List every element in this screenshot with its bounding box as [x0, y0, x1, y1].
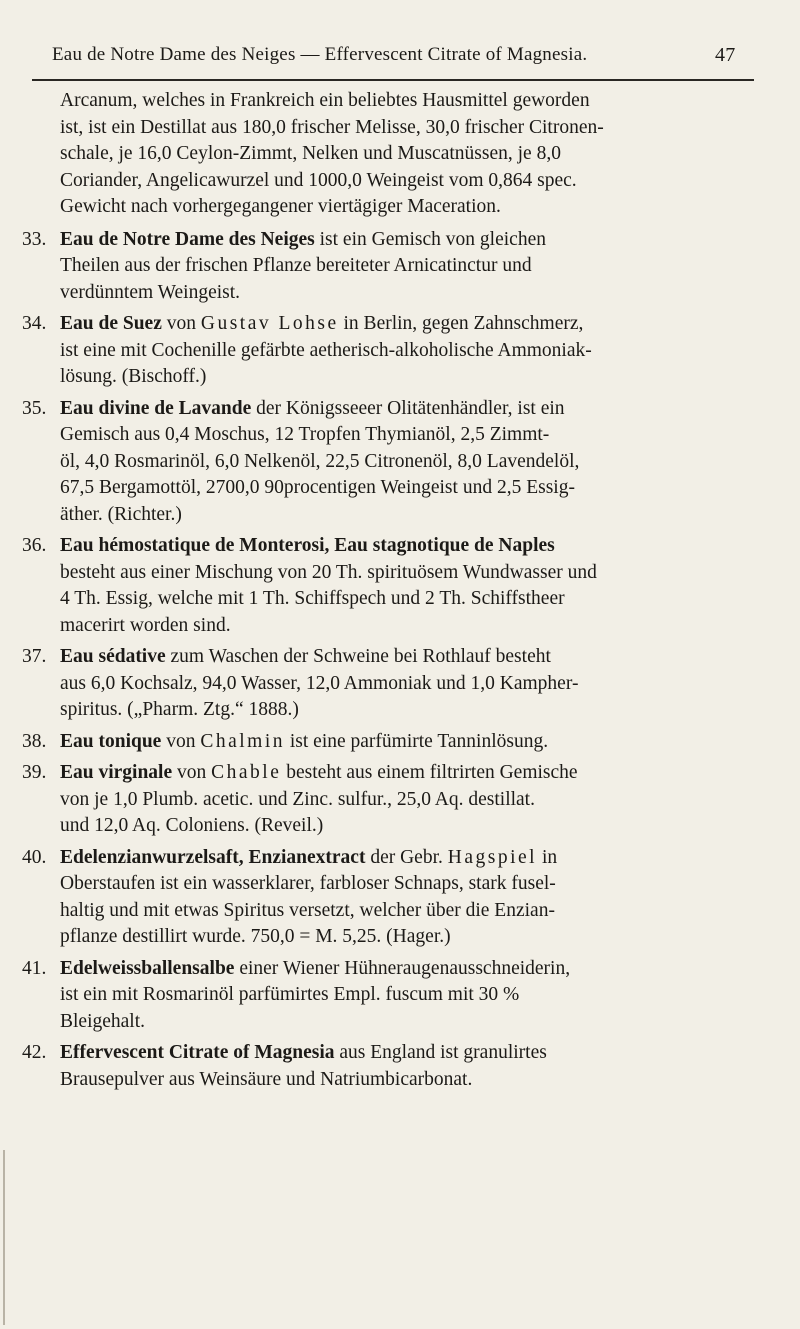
text-line: Oberstaufen ist ein wasserklarer, farbloser Schnaps, stark fusel- — [60, 873, 556, 894]
entry-number: 42. — [22, 1042, 47, 1063]
text-line: Arcanum, welches in Frankreich ein beliebtes Hausmittel geworden — [60, 90, 590, 111]
text-line: ist, ist ein Destillat aus 180,0 frischer Melisse, 30,0 frischer Citronen- — [60, 116, 604, 138]
intro-paragraph — [28, 88, 768, 221]
entry-35 — [22, 396, 768, 529]
entry-first-line — [60, 760, 768, 787]
entry-first-line — [60, 644, 768, 671]
entry-text: von — [172, 762, 212, 783]
text-line: Theilen aus der frischen Pflanze bereiteter Arnicatinctur und — [60, 255, 532, 276]
entry-title: Eau virginale — [60, 762, 173, 783]
entry-title: Effervescent Citrate of Magnesia — [60, 1042, 335, 1063]
entry-text: ist ein Gemisch von gleichen — [314, 228, 546, 250]
text-line: macerirt worden sind. — [60, 614, 231, 636]
entry-text: in Berlin, gegen Zahnschmerz, — [338, 313, 584, 334]
entry-text: von — [161, 313, 201, 334]
running-title: Eau de Notre Dame des Neiges — Effervescent Citrate of Magnesia. — [52, 44, 588, 65]
entry-text: zum Waschen der Schweine bei Rothlauf besteht — [165, 646, 551, 667]
entry-number: 35. — [22, 397, 47, 419]
entry-37 — [22, 644, 768, 724]
text-line: Brausepulver aus Weinsäure und Natriumbicarbonat. — [60, 1068, 473, 1090]
text-line: äther. (Richter.) — [60, 503, 182, 525]
text-line: spiritus. („Pharm. Ztg.“ 1888.) — [60, 699, 299, 720]
entry-text: ist eine parfümirte Tanninlösung. — [285, 730, 549, 752]
text-line: Gewicht nach vorhergegangener viertägiger Maceration. — [60, 196, 501, 217]
entry-text: besteht aus einem filtrirten Gemische — [281, 762, 578, 783]
person-name: Gustav Lohse — [200, 313, 339, 334]
entry-text: einer Wiener Hühneraugenausschneiderin, — [234, 957, 571, 979]
entry-title: Eau divine de Lavande — [60, 397, 252, 419]
text-line: pflanze destillirt wurde. 750,0 = M. 5,25. (Hager.) — [60, 926, 451, 947]
text-line: Coriander, Angelicawurzel und 1000,0 Weingeist vom 0,864 spec. — [60, 169, 577, 191]
text-line: aus 6,0 Kochsalz, 94,0 Wasser, 12,0 Ammoniak und 1,0 Kampher- — [60, 672, 579, 694]
person-name: Hagspiel — [447, 846, 538, 868]
text-line: verdünntem Weingeist. — [60, 281, 241, 303]
entry-number: 39. — [22, 762, 47, 783]
text-line: besteht aus einer Mischung von 20 Th. spirituösem Wundwasser und — [60, 561, 597, 583]
entry-39 — [22, 760, 768, 840]
text-line: Gemisch aus 0,4 Moschus, 12 Tropfen Thymianöl, 2,5 Zimmt- — [60, 424, 550, 445]
text-line: schale, je 16,0 Ceylon-Zimmt, Nelken und Muscatnüssen, je 8,0 — [60, 143, 561, 164]
entry-41 — [22, 956, 768, 1036]
text-line: 4 Th. Essig, welche mit 1 Th. Schiffspech und 2 Th. Schiffstheer — [60, 588, 565, 609]
entry-number: 37. — [22, 646, 47, 667]
text-line: 67,5 Bergamottöl, 2700,0 90procentigen Weingeist und 2,5 Essig- — [60, 477, 575, 498]
entry-title: Eau hémostatique de Monterosi, Eau stagnotique de Naples — [60, 535, 555, 556]
person-name: Chable — [211, 762, 282, 783]
entry-first-line — [60, 729, 768, 756]
person-name: Chalmin — [200, 730, 285, 752]
text-line: von je 1,0 Plumb. acetic. und Zinc. sulfur., 25,0 Aq. destillat. — [60, 788, 535, 810]
text-line: ist ein mit Rosmarinöl parfümirtes Empl. fuscum mit 30 % — [60, 984, 520, 1005]
entry-number: 34. — [22, 313, 47, 334]
text-line: ist eine mit Cochenille gefärbte aetherisch-alkoholische Ammoniak- — [60, 339, 592, 361]
entry-42 — [22, 1040, 768, 1093]
entry-text: aus England ist granulirtes — [334, 1042, 547, 1063]
entry-first-line — [60, 311, 768, 338]
page-number: 47 — [715, 44, 736, 66]
entry-number: 41. — [22, 957, 47, 979]
entry-title: Eau sédative — [60, 646, 166, 667]
entry-title: Eau de Notre Dame des Neiges — [60, 228, 315, 250]
entry-text: der Königsseeer Olitätenhändler, ist ein — [251, 397, 565, 419]
header-rule — [32, 79, 754, 81]
entry-38 — [22, 729, 768, 756]
entry-title: Edelenzianwurzelsaft, Enzianextract — [60, 846, 366, 868]
entry-40 — [22, 845, 768, 951]
entry-first-line — [60, 396, 768, 423]
entry-number: 36. — [22, 535, 47, 556]
entry-title: Edelweissballensalbe — [60, 957, 235, 979]
entry-first-line — [60, 956, 768, 983]
entry-text: der Gebr. — [365, 846, 448, 868]
binding-edge — [3, 1150, 5, 1325]
text-line: lösung. (Bischoff.) — [60, 366, 207, 387]
entry-number: 40. — [22, 846, 47, 868]
text-line: öl, 4,0 Rosmarinöl, 6,0 Nelkenöl, 22,5 Citronenöl, 8,0 Lavendelöl, — [60, 450, 580, 472]
entry-number: 38. — [22, 730, 47, 752]
text-line: Bleigehalt. — [60, 1010, 146, 1032]
entry-first-line — [60, 845, 768, 872]
text-line: und 12,0 Aq. Coloniens. (Reveil.) — [60, 815, 324, 836]
entry-text: von — [161, 730, 201, 752]
entry-title: Eau de Suez — [60, 313, 162, 334]
entry-first-line — [60, 533, 768, 560]
text-body — [22, 88, 768, 1098]
entry-first-line — [60, 1040, 768, 1067]
entry-title: Eau tonique — [60, 730, 162, 752]
entry-34 — [22, 311, 768, 391]
entry-first-line — [60, 227, 768, 254]
text-line: haltig und mit etwas Spiritus versetzt, welcher über die Enzian- — [60, 899, 555, 921]
running-header — [52, 44, 752, 66]
entry-text: in — [537, 846, 558, 868]
entry-33 — [22, 227, 768, 307]
entry-36 — [22, 533, 768, 639]
entry-number: 33. — [22, 228, 47, 250]
